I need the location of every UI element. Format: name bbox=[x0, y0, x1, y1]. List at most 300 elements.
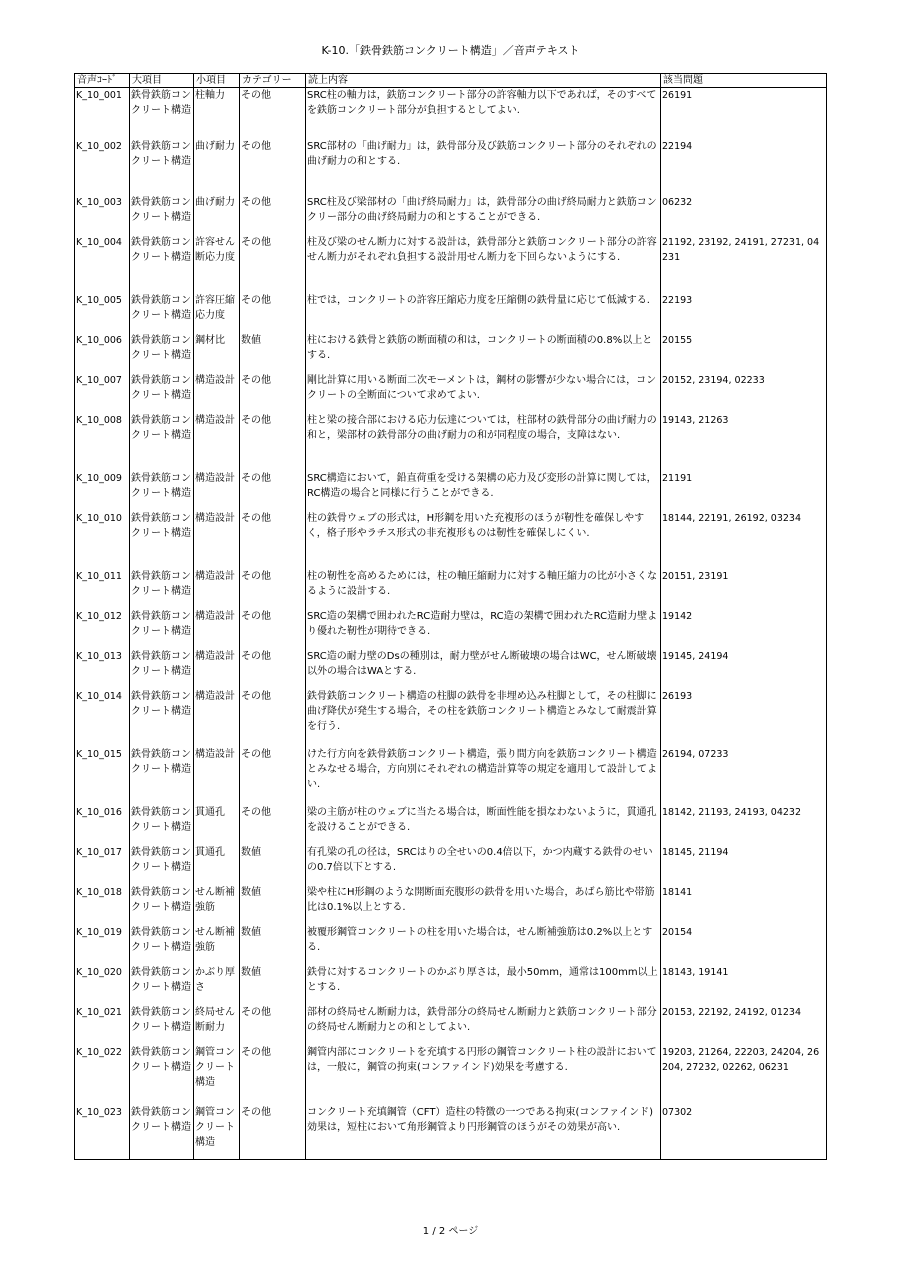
cell-minor bbox=[194, 689, 240, 747]
cell-text bbox=[306, 88, 661, 139]
cell-minor-text: 許容圧縮応力度 bbox=[195, 294, 235, 321]
table-row bbox=[75, 471, 827, 511]
cell-code-text: K_10_017 bbox=[76, 846, 122, 858]
cell-category-text: その他 bbox=[241, 414, 271, 426]
cell-code bbox=[75, 235, 130, 293]
cell-text bbox=[306, 139, 661, 195]
cell-code-text: K_10_006 bbox=[76, 334, 122, 346]
cell-major bbox=[130, 235, 194, 293]
page-title: K-10.「鉄骨鉄筋コンクリート構造」／音声テキスト bbox=[321, 44, 580, 57]
cell-category-text: その他 bbox=[241, 140, 271, 152]
cell-code-text: K_10_002 bbox=[76, 140, 122, 152]
cell-major bbox=[130, 293, 194, 333]
cell-minor bbox=[194, 413, 240, 471]
table-row bbox=[75, 293, 827, 333]
cell-minor bbox=[194, 333, 240, 373]
cell-minor-text: 構造設計 bbox=[195, 570, 235, 582]
cell-major-text: 鉄骨鉄筋コンクリート構造 bbox=[131, 886, 191, 913]
cell-text bbox=[306, 235, 661, 293]
cell-major-text: 鉄骨鉄筋コンクリート構造 bbox=[131, 748, 191, 775]
cell-category-text: その他 bbox=[241, 472, 271, 484]
cell-problems-text: 20153, 22192, 24192, 01234 bbox=[662, 1006, 802, 1018]
cell-major-text: 鉄骨鉄筋コンクリート構造 bbox=[131, 294, 191, 321]
cell-category bbox=[240, 333, 306, 373]
header-code: 音声ｺｰﾄﾞ bbox=[75, 74, 130, 88]
cell-problems-text: 19142 bbox=[662, 610, 693, 622]
table-row bbox=[75, 747, 827, 805]
cell-text-text: 鉄骨鉄筋コンクリート構造の柱脚の鉄骨を非埋め込み柱脚として，その柱脚に曲げ降伏が発生する場合，その柱を鉄筋コンクリート構造とみなして耐震計算を行う. bbox=[307, 690, 657, 732]
cell-code bbox=[75, 373, 130, 413]
cell-minor-text: 構造設計 bbox=[195, 472, 235, 484]
cell-major bbox=[130, 747, 194, 805]
cell-major bbox=[130, 511, 194, 569]
cell-minor bbox=[194, 139, 240, 195]
table-row bbox=[75, 569, 827, 609]
cell-minor-text: 貫通孔 bbox=[195, 846, 225, 858]
cell-category bbox=[240, 511, 306, 569]
cell-minor bbox=[194, 805, 240, 845]
cell-minor-text: 終局せん断耐力 bbox=[195, 1006, 235, 1033]
cell-problems bbox=[661, 88, 827, 139]
cell-text-text: 柱では，コンクリートの許容圧縮応力度を圧縮側の鉄骨量に応じて低減する. bbox=[307, 294, 650, 306]
cell-text-text: コンクリート充填鋼管（CFT）造柱の特徴の一つである拘束(コンファインド)効果は，短柱において角形鋼管より円形鋼管のほうがその効果が高い. bbox=[307, 1106, 654, 1133]
table-row bbox=[75, 885, 827, 925]
cell-category-text: その他 bbox=[241, 748, 271, 760]
cell-category bbox=[240, 88, 306, 139]
table-row bbox=[75, 1105, 827, 1160]
cell-code bbox=[75, 569, 130, 609]
cell-code-text: K_10_023 bbox=[76, 1106, 122, 1118]
cell-problems bbox=[661, 1105, 827, 1160]
cell-minor-text: 柱軸力 bbox=[195, 90, 225, 101]
cell-category-text: その他 bbox=[241, 1046, 271, 1058]
cell-major-text: 鉄骨鉄筋コンクリート構造 bbox=[131, 196, 191, 223]
cell-category bbox=[240, 235, 306, 293]
cell-text-text: 柱の鉄骨ウェブの形式は，H形鋼を用いた充複形のほうが靭性を確保しやすく，格子形やラチス形式の非充複形ものは靭性を確保しにくい. bbox=[307, 512, 645, 539]
cell-major-text: 鉄骨鉄筋コンクリート構造 bbox=[131, 140, 191, 167]
cell-problems bbox=[661, 195, 827, 235]
cell-major bbox=[130, 1105, 194, 1160]
cell-major bbox=[130, 569, 194, 609]
cell-code-text: K_10_022 bbox=[76, 1046, 122, 1058]
cell-problems-text: 26191 bbox=[662, 90, 693, 101]
cell-code bbox=[75, 1045, 130, 1105]
cell-problems bbox=[661, 1045, 827, 1105]
cell-category-text: その他 bbox=[241, 512, 271, 524]
cell-minor bbox=[194, 747, 240, 805]
cell-major-text: 鉄骨鉄筋コンクリート構造 bbox=[131, 926, 191, 953]
cell-code bbox=[75, 747, 130, 805]
cell-problems bbox=[661, 609, 827, 649]
cell-problems bbox=[661, 649, 827, 689]
cell-minor-text: せん断補強筋 bbox=[195, 926, 235, 953]
cell-minor bbox=[194, 1045, 240, 1105]
cell-major bbox=[130, 925, 194, 965]
cell-minor-text: せん断補強筋 bbox=[195, 886, 235, 913]
cell-minor bbox=[194, 195, 240, 235]
cell-problems-text: 20152, 23194, 02233 bbox=[662, 374, 765, 386]
cell-problems bbox=[661, 747, 827, 805]
cell-category bbox=[240, 1045, 306, 1105]
table-row bbox=[75, 235, 827, 293]
cell-category-text: その他 bbox=[241, 570, 271, 582]
cell-problems-text: 18145, 21194 bbox=[662, 846, 729, 858]
cell-code-text: K_10_018 bbox=[76, 886, 122, 898]
cell-problems-text: 22194 bbox=[662, 140, 693, 152]
table-row bbox=[75, 373, 827, 413]
cell-text-text: 鉄骨に対するコンクリートのかぶり厚さは，最小50mm，通常は100mm以上とする. bbox=[307, 966, 658, 993]
cell-category bbox=[240, 925, 306, 965]
cell-problems bbox=[661, 925, 827, 965]
cell-code-text: K_10_010 bbox=[76, 512, 122, 524]
cell-major-text: 鉄骨鉄筋コンクリート構造 bbox=[131, 650, 191, 677]
cell-minor bbox=[194, 235, 240, 293]
cell-text-text: SRC造の架構で囲われたRC造耐力壁は，RC造の架構で囲われたRC造耐力壁より優れた靭性が期待できる. bbox=[307, 610, 658, 637]
cell-problems bbox=[661, 293, 827, 333]
cell-major-text: 鉄骨鉄筋コンクリート構造 bbox=[131, 1006, 191, 1033]
cell-category bbox=[240, 805, 306, 845]
cell-code-text: K_10_011 bbox=[76, 570, 122, 582]
cell-category bbox=[240, 845, 306, 885]
cell-problems-text: 22193 bbox=[662, 294, 693, 306]
cell-problems-text: 06232 bbox=[662, 196, 693, 208]
table-row bbox=[75, 845, 827, 885]
table-row bbox=[75, 511, 827, 569]
cell-text-text: 柱と梁の接合部における応力伝達については，柱部材の鉄骨部分の曲げ耐力の和と，梁部材の鉄骨部分の曲げ耐力の和が同程度の場合，支障はない. bbox=[307, 414, 657, 441]
header-problems: 該当問題 bbox=[661, 74, 827, 88]
cell-code bbox=[75, 511, 130, 569]
cell-major bbox=[130, 805, 194, 845]
cell-problems bbox=[661, 373, 827, 413]
cell-category-text: その他 bbox=[241, 374, 271, 386]
cell-category bbox=[240, 471, 306, 511]
cell-minor bbox=[194, 511, 240, 569]
cell-problems bbox=[661, 1005, 827, 1045]
cell-problems-text: 20154 bbox=[662, 926, 693, 938]
cell-major bbox=[130, 609, 194, 649]
cell-text bbox=[306, 333, 661, 373]
cell-major bbox=[130, 471, 194, 511]
cell-minor bbox=[194, 965, 240, 1005]
cell-minor bbox=[194, 1005, 240, 1045]
cell-major-text: 鉄骨鉄筋コンクリート構造 bbox=[131, 966, 191, 993]
cell-code bbox=[75, 139, 130, 195]
cell-minor-text: 許容せん断応力度 bbox=[195, 236, 235, 263]
cell-category bbox=[240, 965, 306, 1005]
cell-major-text: 鉄骨鉄筋コンクリート構造 bbox=[131, 512, 191, 539]
table-row bbox=[75, 1045, 827, 1105]
cell-code-text: K_10_021 bbox=[76, 1006, 122, 1018]
cell-minor bbox=[194, 373, 240, 413]
table-row bbox=[75, 413, 827, 471]
cell-minor bbox=[194, 471, 240, 511]
cell-problems bbox=[661, 511, 827, 569]
cell-problems-text: 18142, 21193, 24193, 04232 bbox=[662, 806, 802, 818]
cell-text bbox=[306, 689, 661, 747]
cell-code-text: K_10_019 bbox=[76, 926, 122, 938]
cell-text-text: 剛比計算に用いる断面二次モーメントは，鋼材の影響が少ない場合には，コンクリートの全断面について求めてよい. bbox=[307, 374, 657, 401]
cell-code bbox=[75, 471, 130, 511]
cell-category bbox=[240, 569, 306, 609]
cell-code bbox=[75, 413, 130, 471]
cell-text-text: 梁や柱にH形鋼のような開断面充腹形の鉄骨を用いた場合，あばら筋比や帯筋比は0.1%以上とする. bbox=[307, 886, 655, 913]
cell-text-text: 有孔梁の孔の径は，SRCはりの全せいの0.4倍以下，かつ内蔵する鉄骨のせいの0.7倍以下とする. bbox=[307, 846, 653, 873]
cell-code bbox=[75, 609, 130, 649]
table-row bbox=[75, 333, 827, 373]
cell-category bbox=[240, 649, 306, 689]
cell-text-text: 梁の主筋が柱のウェブに当たる場合は，断面性能を損なわないように，貫通孔を設けることができる. bbox=[307, 806, 657, 833]
cell-problems bbox=[661, 845, 827, 885]
cell-category-text: 数値 bbox=[241, 886, 261, 898]
table-row bbox=[75, 649, 827, 689]
cell-category-text: その他 bbox=[241, 1106, 271, 1118]
cell-problems-text: 26194, 07233 bbox=[662, 748, 729, 760]
cell-minor bbox=[194, 88, 240, 139]
table-row bbox=[75, 805, 827, 845]
cell-major bbox=[130, 689, 194, 747]
cell-major-text: 鉄骨鉄筋コンクリート構造 bbox=[131, 690, 191, 717]
cell-problems-text: 26193 bbox=[662, 690, 693, 702]
cell-minor-text: かぶり厚さ bbox=[195, 966, 235, 993]
cell-text bbox=[306, 1105, 661, 1160]
cell-minor-text: 構造設計 bbox=[195, 414, 235, 426]
cell-text-text: 鋼管内部にコンクリートを充填する円形の鋼管コンクリート柱の設計においては，一般に，鋼管の拘束(コンファインド)効果を考慮する. bbox=[307, 1046, 657, 1073]
cell-text-text: 柱の靭性を高めるためには，柱の軸圧縮耐力に対する軸圧縮力の比が小さくなるように設計する. bbox=[307, 570, 657, 597]
cell-major bbox=[130, 195, 194, 235]
cell-text-text: 部材の終局せん断耐力は，鉄骨部分の終局せん断耐力と鉄筋コンクリート部分の終局せん断耐力との和としてよい. bbox=[307, 1006, 657, 1033]
header-major: 大項目 bbox=[130, 74, 194, 88]
cell-code-text: K_10_005 bbox=[76, 294, 122, 306]
cell-major-text: 鉄骨鉄筋コンクリート構造 bbox=[131, 374, 191, 401]
cell-text-text: 柱における鉄骨と鉄筋の断面積の和は，コンクリートの断面積の0.8%以上とする. bbox=[307, 334, 653, 361]
cell-category-text: 数値 bbox=[241, 926, 261, 938]
cell-code-text: K_10_009 bbox=[76, 472, 122, 484]
cell-problems-text: 18143, 19141 bbox=[662, 966, 729, 978]
cell-minor-text: 鋼管コンクリート構造 bbox=[195, 1046, 235, 1088]
cell-category bbox=[240, 1105, 306, 1160]
cell-minor bbox=[194, 925, 240, 965]
cell-code-text: K_10_014 bbox=[76, 690, 122, 702]
cell-problems bbox=[661, 805, 827, 845]
cell-major-text: 鉄骨鉄筋コンクリート構造 bbox=[131, 414, 191, 441]
cell-code bbox=[75, 293, 130, 333]
cell-major bbox=[130, 965, 194, 1005]
cell-text bbox=[306, 1005, 661, 1045]
cell-problems-text: 18141 bbox=[662, 886, 693, 898]
cell-category-text: その他 bbox=[241, 650, 271, 662]
cell-problems bbox=[661, 569, 827, 609]
cell-text bbox=[306, 965, 661, 1005]
cell-minor bbox=[194, 569, 240, 609]
cell-minor-text: 構造設計 bbox=[195, 690, 235, 702]
text-table bbox=[74, 73, 827, 1160]
cell-minor bbox=[194, 885, 240, 925]
cell-category-text: その他 bbox=[241, 806, 271, 818]
cell-major bbox=[130, 88, 194, 139]
cell-problems-text: 07302 bbox=[662, 1106, 693, 1118]
table-row bbox=[75, 195, 827, 235]
cell-problems bbox=[661, 689, 827, 747]
cell-category-text: その他 bbox=[241, 90, 271, 101]
header-text: 読上内容 bbox=[306, 74, 661, 88]
cell-major-text: 鉄骨鉄筋コンクリート構造 bbox=[131, 334, 191, 361]
cell-text-text: SRC構造において，鉛直荷重を受ける架構の応力及び変形の計算に関しては，RC構造の場合と同様に行うことができる. bbox=[307, 472, 657, 499]
cell-minor-text: 構造設計 bbox=[195, 748, 235, 760]
cell-code bbox=[75, 805, 130, 845]
cell-major-text: 鉄骨鉄筋コンクリート構造 bbox=[131, 570, 191, 597]
cell-text bbox=[306, 805, 661, 845]
cell-major bbox=[130, 333, 194, 373]
cell-code-text: K_10_013 bbox=[76, 650, 122, 662]
cell-text bbox=[306, 747, 661, 805]
cell-major-text: 鉄骨鉄筋コンクリート構造 bbox=[131, 610, 191, 637]
cell-minor-text: 構造設計 bbox=[195, 512, 235, 524]
cell-category-text: その他 bbox=[241, 690, 271, 702]
cell-minor-text: 構造設計 bbox=[195, 374, 235, 386]
cell-category-text: 数値 bbox=[241, 966, 261, 978]
cell-minor-text: 貫通孔 bbox=[195, 806, 225, 818]
cell-text-text: けた行方向を鉄骨鉄筋コンクリート構造，張り間方向を鉄筋コンクリート構造とみなせる場合，方向別にそれぞれの構造計算等の規定を適用して設計してよい. bbox=[307, 748, 657, 790]
cell-problems-text: 19145, 24194 bbox=[662, 650, 729, 662]
header-category: カテゴリー bbox=[240, 74, 306, 88]
cell-code-text: K_10_016 bbox=[76, 806, 122, 818]
cell-problems-text: 19203, 21264, 22203, 24204, 26204, 27232, 02262, 06231 bbox=[662, 1046, 820, 1073]
cell-code bbox=[75, 333, 130, 373]
cell-category bbox=[240, 195, 306, 235]
cell-major-text: 鉄骨鉄筋コンクリート構造 bbox=[131, 1046, 191, 1073]
cell-problems-text: 20155 bbox=[662, 334, 693, 346]
cell-category bbox=[240, 293, 306, 333]
cell-code-text: K_10_004 bbox=[76, 236, 122, 248]
cell-category-text: その他 bbox=[241, 196, 271, 208]
cell-code-text: K_10_001 bbox=[76, 90, 122, 101]
cell-major bbox=[130, 885, 194, 925]
cell-code-text: K_10_008 bbox=[76, 414, 122, 426]
cell-minor-text: 構造設計 bbox=[195, 610, 235, 622]
cell-code bbox=[75, 965, 130, 1005]
cell-minor bbox=[194, 649, 240, 689]
cell-code-text: K_10_020 bbox=[76, 966, 122, 978]
header-row bbox=[75, 74, 827, 88]
cell-text bbox=[306, 471, 661, 511]
cell-text bbox=[306, 413, 661, 471]
cell-category bbox=[240, 139, 306, 195]
cell-category-text: その他 bbox=[241, 236, 271, 248]
cell-code bbox=[75, 1005, 130, 1045]
header-minor: 小項目 bbox=[194, 74, 240, 88]
cell-text bbox=[306, 885, 661, 925]
cell-text bbox=[306, 649, 661, 689]
cell-code bbox=[75, 649, 130, 689]
cell-text bbox=[306, 609, 661, 649]
cell-text bbox=[306, 373, 661, 413]
cell-category-text: 数値 bbox=[241, 334, 261, 346]
cell-category bbox=[240, 885, 306, 925]
cell-text-text: 被覆形鋼管コンクリートの柱を用いた場合は，せん断補強筋は0.2%以上とする. bbox=[307, 926, 653, 953]
cell-problems-text: 21192, 23192, 24191, 27231, 04231 bbox=[662, 236, 820, 263]
cell-problems bbox=[661, 471, 827, 511]
cell-minor-text: 曲げ耐力 bbox=[195, 196, 235, 208]
cell-major-text: 鉄骨鉄筋コンクリート構造 bbox=[131, 90, 191, 116]
cell-text bbox=[306, 511, 661, 569]
cell-text bbox=[306, 1045, 661, 1105]
cell-minor bbox=[194, 293, 240, 333]
table-row bbox=[75, 689, 827, 747]
cell-category-text: その他 bbox=[241, 610, 271, 622]
cell-code bbox=[75, 845, 130, 885]
cell-major-text: 鉄骨鉄筋コンクリート構造 bbox=[131, 472, 191, 499]
cell-minor bbox=[194, 609, 240, 649]
cell-text-text: 柱及び梁のせん断力に対する設計は，鉄骨部分と鉄筋コンクリート部分の許容せん断力がそれぞれ負担する設計用せん断力を下回らないようにする. bbox=[307, 236, 657, 263]
cell-code bbox=[75, 195, 130, 235]
cell-major-text: 鉄骨鉄筋コンクリート構造 bbox=[131, 1106, 191, 1133]
cell-problems bbox=[661, 139, 827, 195]
cell-text-text: SRC柱及び梁部材の「曲げ終局耐力」は，鉄骨部分の曲げ終局耐力と鉄筋コンクリー部分の曲げ終局耐力の和とすることができる. bbox=[307, 196, 657, 223]
cell-category bbox=[240, 689, 306, 747]
cell-text-text: SRC柱の軸力は，鉄筋コンクリート部分の許容軸力以下であれば，そのすべてを鉄筋コンクリート部分が負担するとしてよい. bbox=[307, 90, 657, 116]
cell-category bbox=[240, 373, 306, 413]
table-row bbox=[75, 609, 827, 649]
cell-major bbox=[130, 649, 194, 689]
cell-major bbox=[130, 373, 194, 413]
cell-code-text: K_10_003 bbox=[76, 196, 122, 208]
cell-major bbox=[130, 1005, 194, 1045]
cell-major bbox=[130, 845, 194, 885]
table-row bbox=[75, 1005, 827, 1045]
cell-text-text: SRC造の耐力壁のDsの種別は，耐力壁がせん断破壊の場合はWC，せん断破壊以外の場合はWAとする. bbox=[307, 650, 657, 677]
cell-text bbox=[306, 293, 661, 333]
cell-code-text: K_10_015 bbox=[76, 748, 122, 760]
cell-major-text: 鉄骨鉄筋コンクリート構造 bbox=[131, 846, 191, 873]
cell-minor bbox=[194, 1105, 240, 1160]
cell-major bbox=[130, 1045, 194, 1105]
cell-code bbox=[75, 88, 130, 139]
cell-code-text: K_10_012 bbox=[76, 610, 122, 622]
cell-problems-text: 19143, 21263 bbox=[662, 414, 729, 426]
cell-text-text: SRC部材の「曲げ耐力」は，鉄骨部分及び鉄筋コンクリート部分のそれぞれの曲げ耐力の和とする. bbox=[307, 140, 657, 167]
cell-major bbox=[130, 139, 194, 195]
cell-code bbox=[75, 1105, 130, 1160]
cell-problems bbox=[661, 333, 827, 373]
cell-category bbox=[240, 609, 306, 649]
cell-text bbox=[306, 195, 661, 235]
cell-major-text: 鉄骨鉄筋コンクリート構造 bbox=[131, 236, 191, 263]
cell-category-text: その他 bbox=[241, 294, 271, 306]
cell-text bbox=[306, 845, 661, 885]
table-row bbox=[75, 925, 827, 965]
cell-code bbox=[75, 925, 130, 965]
cell-text bbox=[306, 925, 661, 965]
cell-category bbox=[240, 413, 306, 471]
cell-major bbox=[130, 413, 194, 471]
cell-category-text: 数値 bbox=[241, 846, 261, 858]
cell-problems-text: 21191 bbox=[662, 472, 693, 484]
cell-code bbox=[75, 885, 130, 925]
table-row bbox=[75, 139, 827, 195]
cell-problems bbox=[661, 885, 827, 925]
cell-category-text: その他 bbox=[241, 1006, 271, 1018]
cell-problems bbox=[661, 235, 827, 293]
cell-problems bbox=[661, 965, 827, 1005]
cell-minor-text: 構造設計 bbox=[195, 650, 235, 662]
cell-problems-text: 18144, 22191, 26192, 03234 bbox=[662, 512, 802, 524]
cell-category bbox=[240, 747, 306, 805]
cell-category bbox=[240, 1005, 306, 1045]
cell-major-text: 鉄骨鉄筋コンクリート構造 bbox=[131, 806, 191, 833]
cell-problems-text: 20151, 23191 bbox=[662, 570, 729, 582]
table-row bbox=[75, 965, 827, 1005]
cell-code bbox=[75, 689, 130, 747]
